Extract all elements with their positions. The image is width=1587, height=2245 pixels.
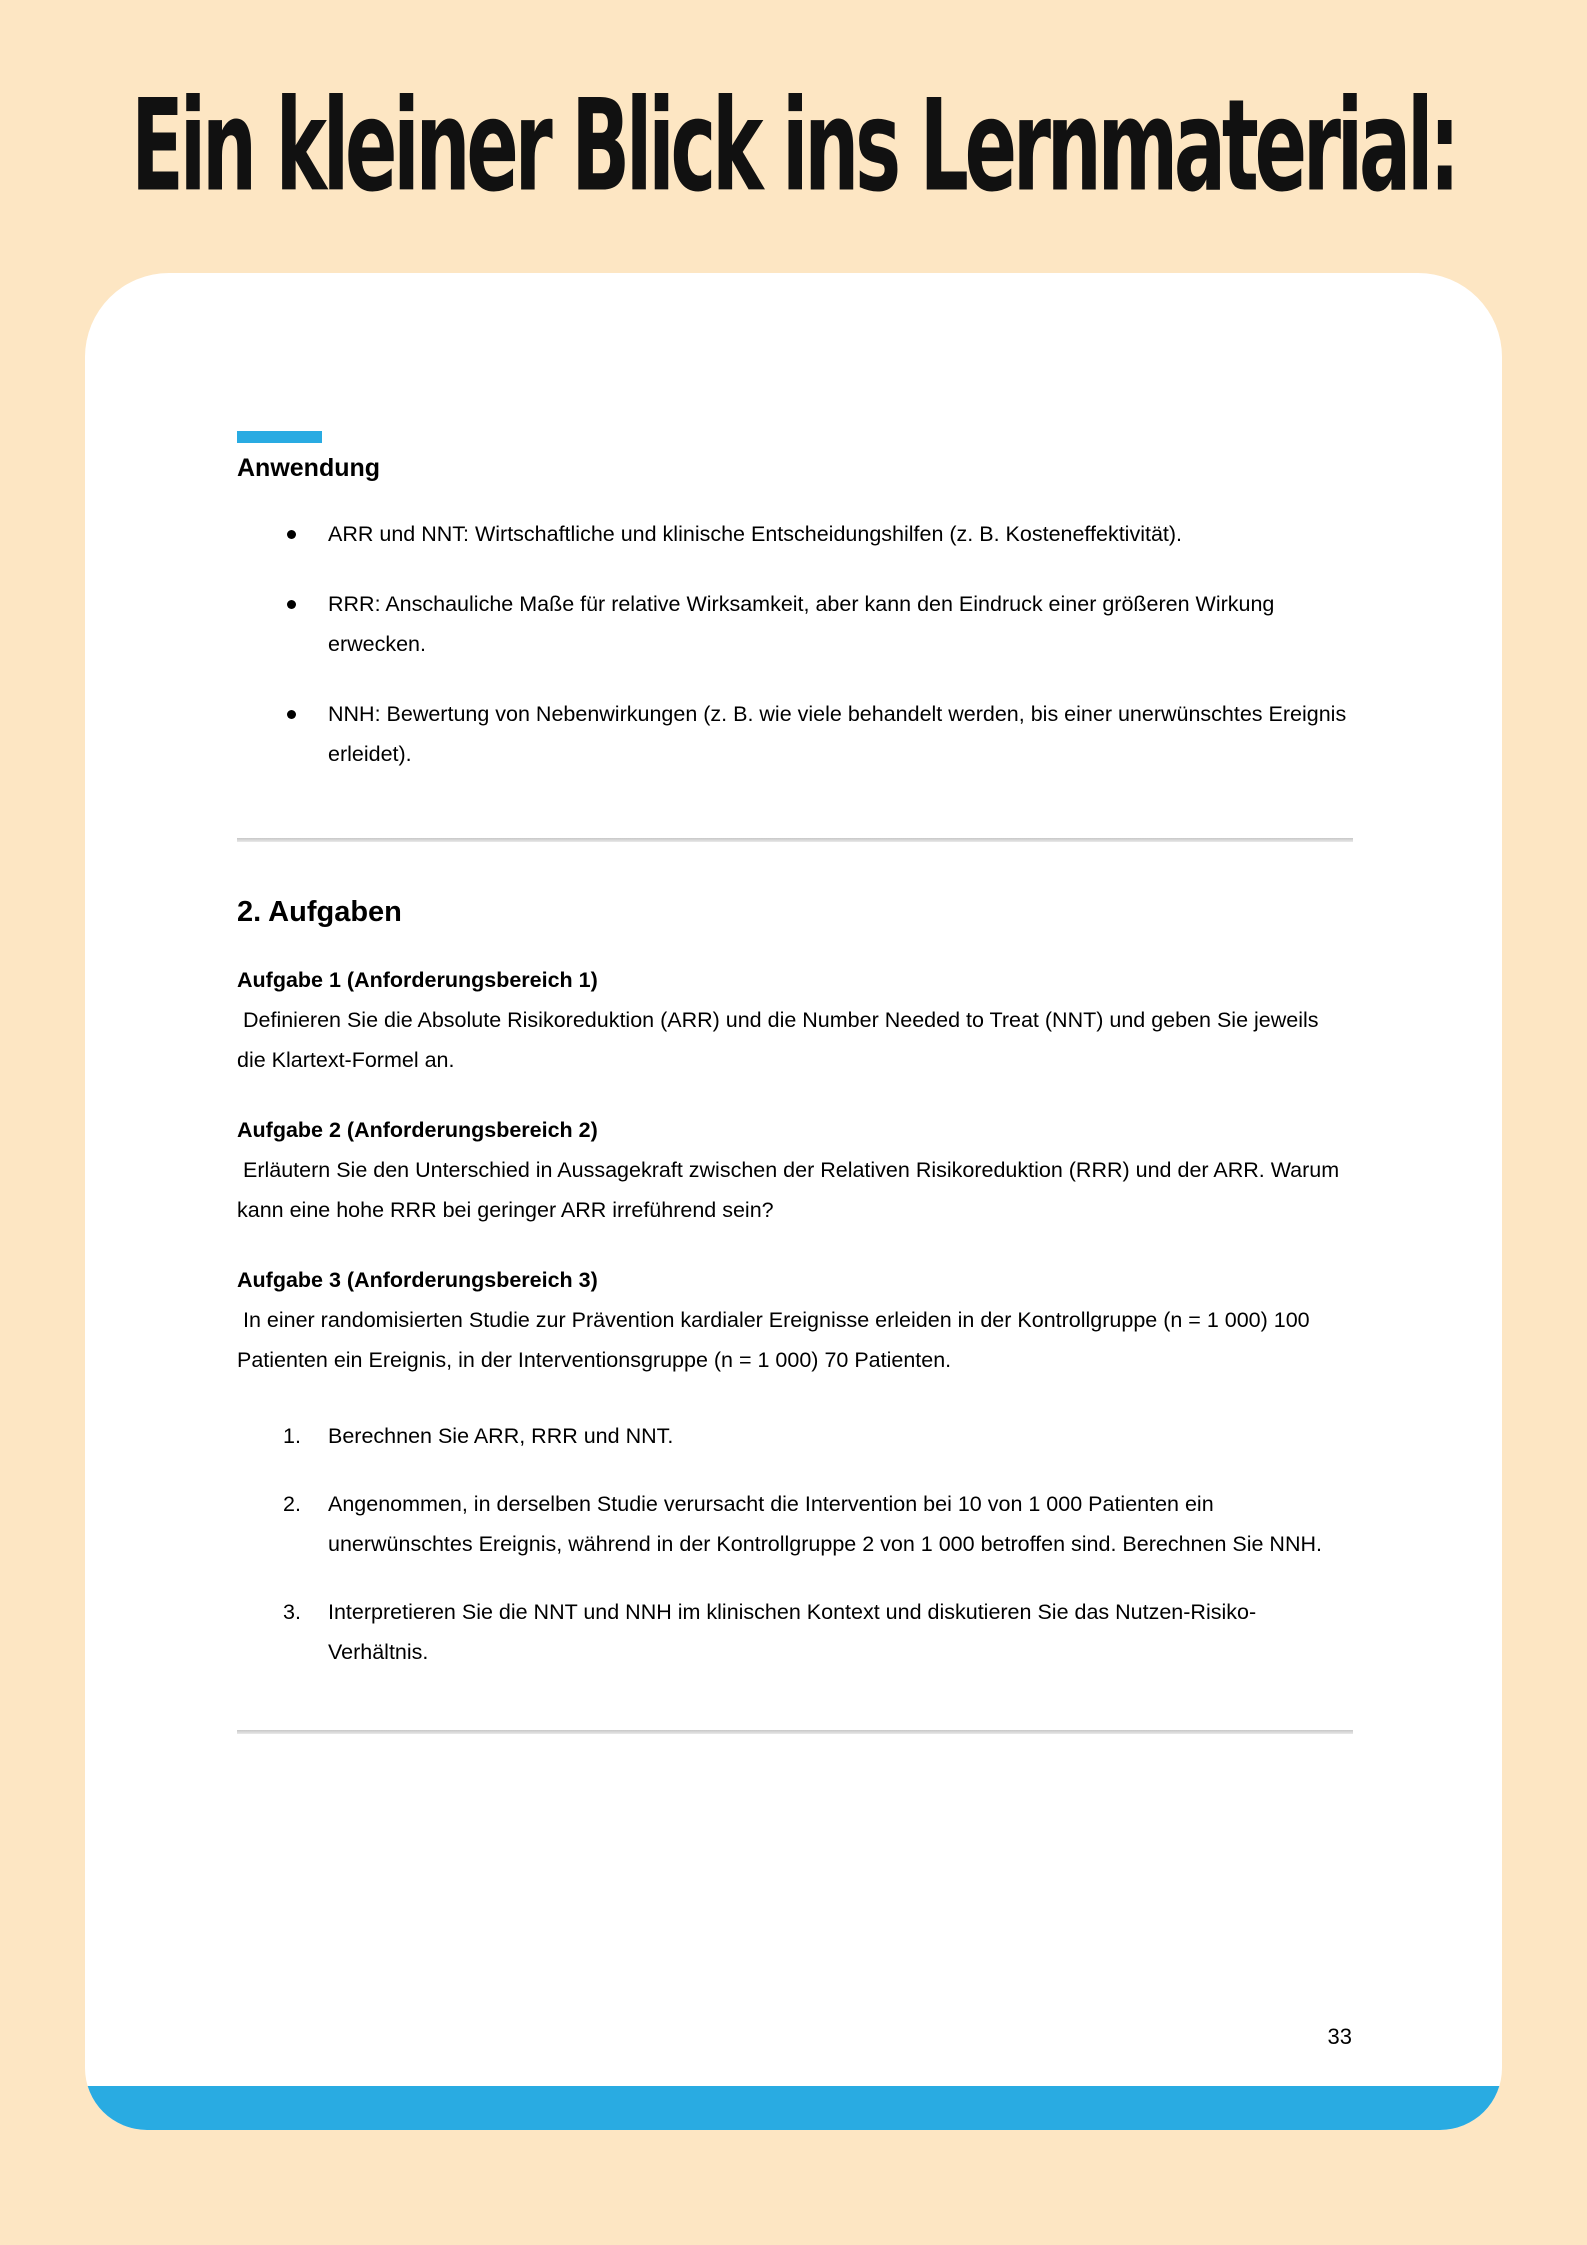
- task-text: Definieren Sie die Absolute Risikoreduktion (ARR) und die Number Needed to Treat (NNT) und geben Sie jeweils die Klartext-Formel an.: [237, 1008, 1325, 1072]
- numbered-list: [237, 1416, 1353, 1672]
- task-title: Aufgabe 3 (Anforderungsbereich 3): [237, 1268, 598, 1292]
- document-content: [237, 273, 1353, 1734]
- bullet-text: RRR: Anschauliche Maße für relative Wirksamkeit, aber kann den Eindruck einer größeren Wirkung erwecken.: [328, 592, 1275, 656]
- page-number: 33: [1327, 2024, 1352, 2049]
- bullet-text: ARR und NNT: Wirtschaftliche und klinische Entscheidungshilfen (z. B. Kosteneffektivität).: [328, 522, 1183, 546]
- list-item: [237, 1592, 1353, 1672]
- list-item: [237, 694, 1353, 774]
- section-heading-aufgaben: 2. Aufgaben: [237, 896, 402, 928]
- task-block: [237, 960, 1353, 1080]
- list-item: [237, 1484, 1353, 1564]
- bullet-icon: [287, 710, 296, 719]
- bullet-text: NNH: Bewertung von Nebenwirkungen (z. B. wie viele behandelt werden, bis einer unerwünschtes Ereignis erleidet).: [328, 702, 1347, 766]
- list-item: [237, 514, 1353, 554]
- list-item: [237, 584, 1353, 664]
- numbered-text: Berechnen Sie ARR, RRR und NNT.: [328, 1424, 674, 1448]
- bullet-icon: [287, 600, 296, 609]
- section-divider: [237, 1730, 1353, 1734]
- bullet-list: [237, 514, 1353, 774]
- accent-bar: [237, 431, 322, 443]
- headline-wrap: [0, 72, 1587, 222]
- section-divider: [237, 838, 1353, 842]
- list-number: 2.: [283, 1492, 301, 1516]
- task-block: [237, 1110, 1353, 1230]
- list-number: 3.: [283, 1600, 301, 1624]
- task-text: In einer randomisierten Studie zur Prävention kardialer Ereignisse erleiden in der Kontrollgruppe (n = 1 000) 100 Patienten ein Ereignis, in der Interventionsgruppe (n = 1 000) 70 Patienten.: [237, 1308, 1316, 1372]
- task-block: [237, 1260, 1353, 1380]
- task-title: Aufgabe 1 (Anforderungsbereich 1): [237, 968, 598, 992]
- section-heading-anwendung: Anwendung: [237, 454, 381, 482]
- numbered-text: Angenommen, in derselben Studie verursacht die Intervention bei 10 von 1 000 Patienten ein unerwünschtes Ereignis, während in der Kontrollgruppe 2 von 1 000 betroffen sind. Berechnen Sie NNH.: [328, 1492, 1322, 1556]
- list-item: [237, 1416, 1353, 1456]
- list-number: 1.: [283, 1424, 301, 1448]
- task-title: Aufgabe 2 (Anforderungsbereich 2): [237, 1118, 598, 1142]
- document-card: [85, 273, 1502, 2130]
- numbered-text: Interpretieren Sie die NNT und NNH im klinischen Kontext und diskutieren Sie das Nutzen-Risiko-Verhältnis.: [328, 1600, 1257, 1664]
- task-text: Erläutern Sie den Unterschied in Aussagekraft zwischen der Relativen Risikoreduktion (RRR) und der ARR. Warum kann eine hohe RRR bei geringer ARR irreführend sein?: [237, 1158, 1346, 1222]
- page-title: Ein kleiner Blick ins Lernmaterial:: [131, 72, 1456, 220]
- bullet-icon: [287, 530, 296, 539]
- footer-bar: [85, 2086, 1502, 2130]
